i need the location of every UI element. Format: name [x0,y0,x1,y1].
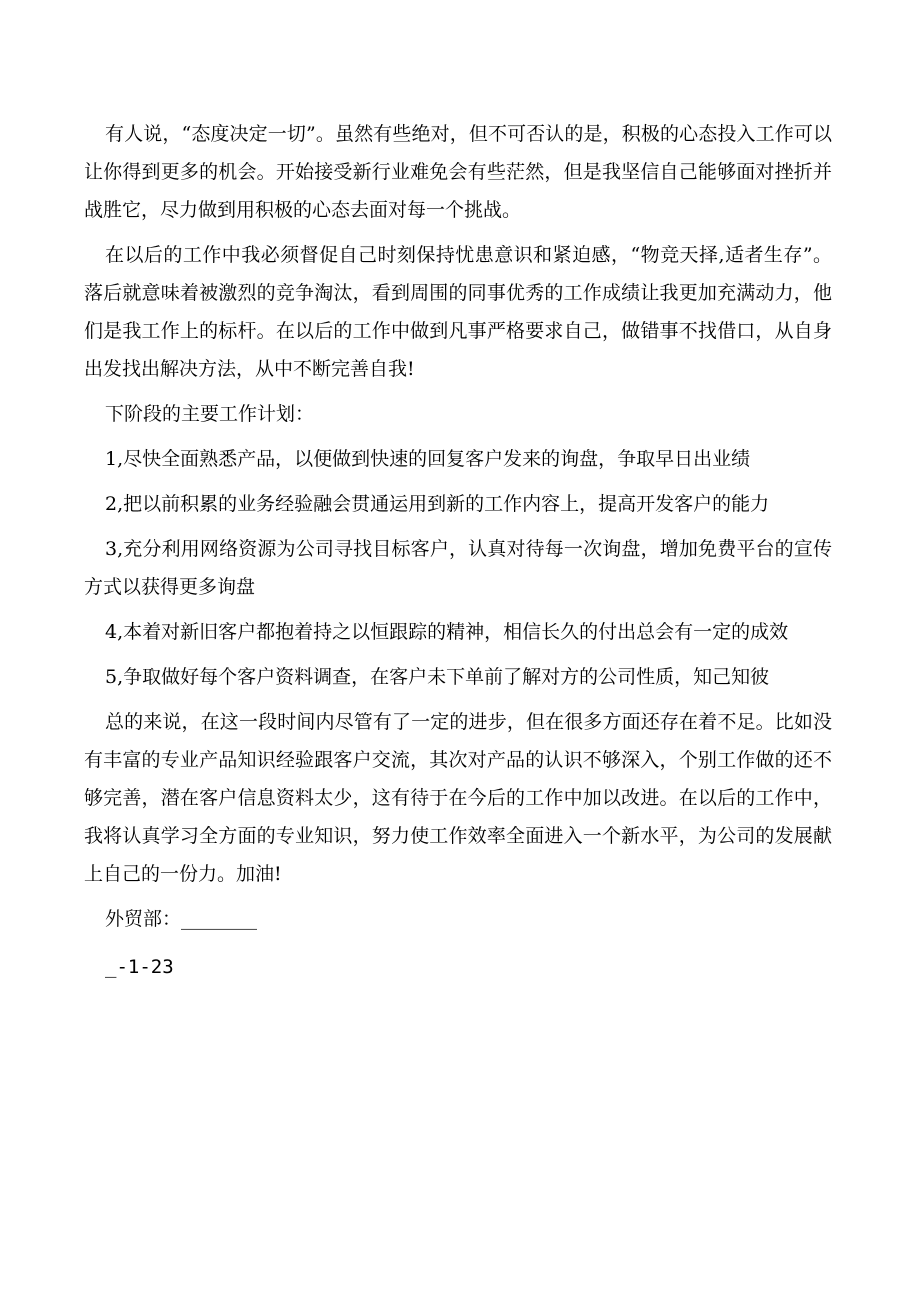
plan-item-4: 4,本着对新旧客户都抱着持之以恒跟踪的精神，相信长久的付出总会有一定的成效 [105,621,789,643]
paragraph-summary: 总的来说，在这一段时间内尽管有了一定的进步，但在很多方面还存在着不足。比如没有丰富的专业产品知识经验跟客户交流，其次对产品的认识不够深入，个别工作做的还不够完善，潜在客户信息资料太少，这有待于在今后的工作中加以改进。在以后的工作中，我将认真学习全方面的专业知识，努力使工作效率全面进入一个新水平，为公司的发展献上自己的一份力。加油! [84,711,832,885]
plan-heading: 下阶段的主要工作计划： [105,403,315,425]
plan-item-2: 2,把以前积累的业务经验融会贯通运用到新的工作内容上，提高开发客户的能力 [105,493,770,515]
paragraph-attitude: 有人说，“态度决定一切”。虽然有些绝对，但不可否认的是，积极的心态投入工作可以让你得到更多的机会。开始接受新行业难免会有些茫然，但是我坚信自己能够面对挫折并战胜它，尽力做到用积极的心态去面对每一个挑战。 [84,123,832,221]
signature-department: 外贸部：________ [105,908,258,930]
plan-item-5: 5,争取做好每个客户资料调查，在客户未下单前了解对方的公司性质，知己知彼 [105,666,770,688]
paragraph-future-work: 在以后的工作中我必须督促自己时刻保持忧患意识和紧迫感，“物竞天择,适者生存”。落后就意味着被激烈的竞争淘汰，看到周围的同事优秀的工作成绩让我更加充满动力，他们是我工作上的标杆。在以后的工作中做到凡事严格要求自己，做错事不找借口，从自身出发找出解决方法，从中不断完善自我! [84,244,832,380]
document-body [84,115,832,996]
signature-date: _-1-23 [105,956,174,978]
plan-item-3: 3,充分利用网络资源为公司寻找目标客户，认真对待每一次询盘，增加免费平台的宣传方式以获得更多询盘 [84,538,832,598]
plan-item-1: 1,尽快全面熟悉产品，以便做到快速的回复客户发来的询盘，争取早日出业绩 [105,448,751,470]
